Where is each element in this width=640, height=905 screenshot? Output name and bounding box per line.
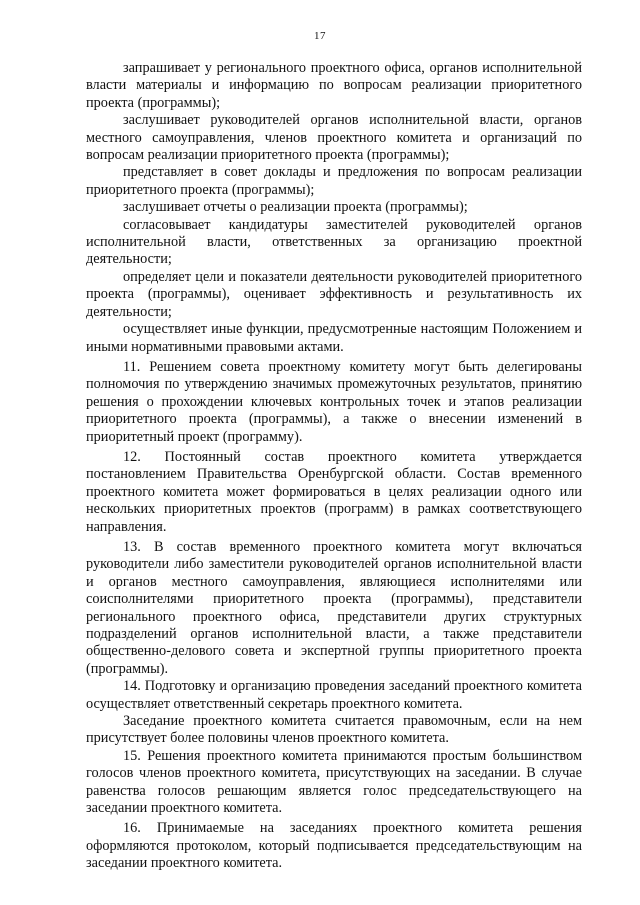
- paragraph-request-materials: запрашивает у регионального проектного офиса, органов исполнительной власти материалы и информацию по вопросам реализации приоритетного проекта (программы);: [86, 60, 582, 111]
- paragraph-submit-reports: представляет в совет доклады и предложения по вопросам реализации приоритетного проекта (программы);: [86, 164, 582, 198]
- paragraph-item-12: 12. Постоянный состав проектного комитета утверждается постановлением Правительства Оренбургской области. Состав временного проектного комитета может формироваться в целях реализации одного или нескольких приоритетных проектов (программ) в рамках соответствующего направления.: [86, 448, 582, 535]
- paragraph-approve-candidates: согласовывает кандидатуры заместителей руководителей органов исполнительной власти, ответственных за организацию проектной деятельности;: [86, 216, 582, 268]
- paragraph-item-16: 16. Принимаемые на заседаниях проектного комитета решения оформляются протоколом, который подписывается председательствующим на заседании проектного комитета.: [86, 820, 582, 872]
- paragraph-item-14: 14. Подготовку и организацию проведения заседаний проектного комитета осуществляет ответственный секретарь проектного комитета.: [86, 678, 582, 712]
- paragraph-hear-reports: заслушивает отчеты о реализации проекта (программы);: [123, 199, 468, 216]
- paragraph-item-15: 15. Решения проектного комитета принимаются простым большинством голосов членов проектного комитета, присутствующих на заседании. В случае равенства голосов решающим является голос председательствующего на заседании проектного комитета.: [86, 747, 582, 817]
- page-number: 17: [314, 30, 326, 42]
- document-body: [86, 60, 582, 873]
- paragraph-quorum: Заседание проектного комитета считается правомочным, если на нем присутствует более половины членов проектного комитета.: [86, 713, 582, 747]
- paragraph-item-11: 11. Решением совета проектному комитету могут быть делегированы полномочия по утверждению значимых промежуточных результатов, принятию решения о прохождении ключевых контрольных точек и этапов реализации приоритетного проекта (программы), а также о внесении изменений в приоритетный проект (программу).: [86, 358, 582, 445]
- paragraph-hear-heads: заслушивает руководителей органов исполнительной власти, органов местного самоуправления, членов проектного комитета и организаций по вопросам реализации приоритетного проекта (программы);: [86, 112, 582, 164]
- paragraph-other-functions: осуществляет иные функции, предусмотренные настоящим Положением и иными нормативными правовыми актами.: [86, 321, 582, 355]
- paragraph-define-goals: определяет цели и показатели деятельности руководителей приоритетного проекта (программы), оценивает эффективность и результативность их деятельности;: [86, 268, 582, 320]
- paragraph-item-13: 13. В состав временного проектного комитета могут включаться руководители либо заместители руководителей органов исполнительной власти и органов местного самоуправления, являющиеся исполнителями или соисполнителями приоритетного проекта (программы), представители регионального проектного офиса, представители других структурных подразделений органов исполнительной власти, а также представители общественно-делового совета и экспертной группы приоритетного проекта (программы).: [86, 538, 582, 677]
